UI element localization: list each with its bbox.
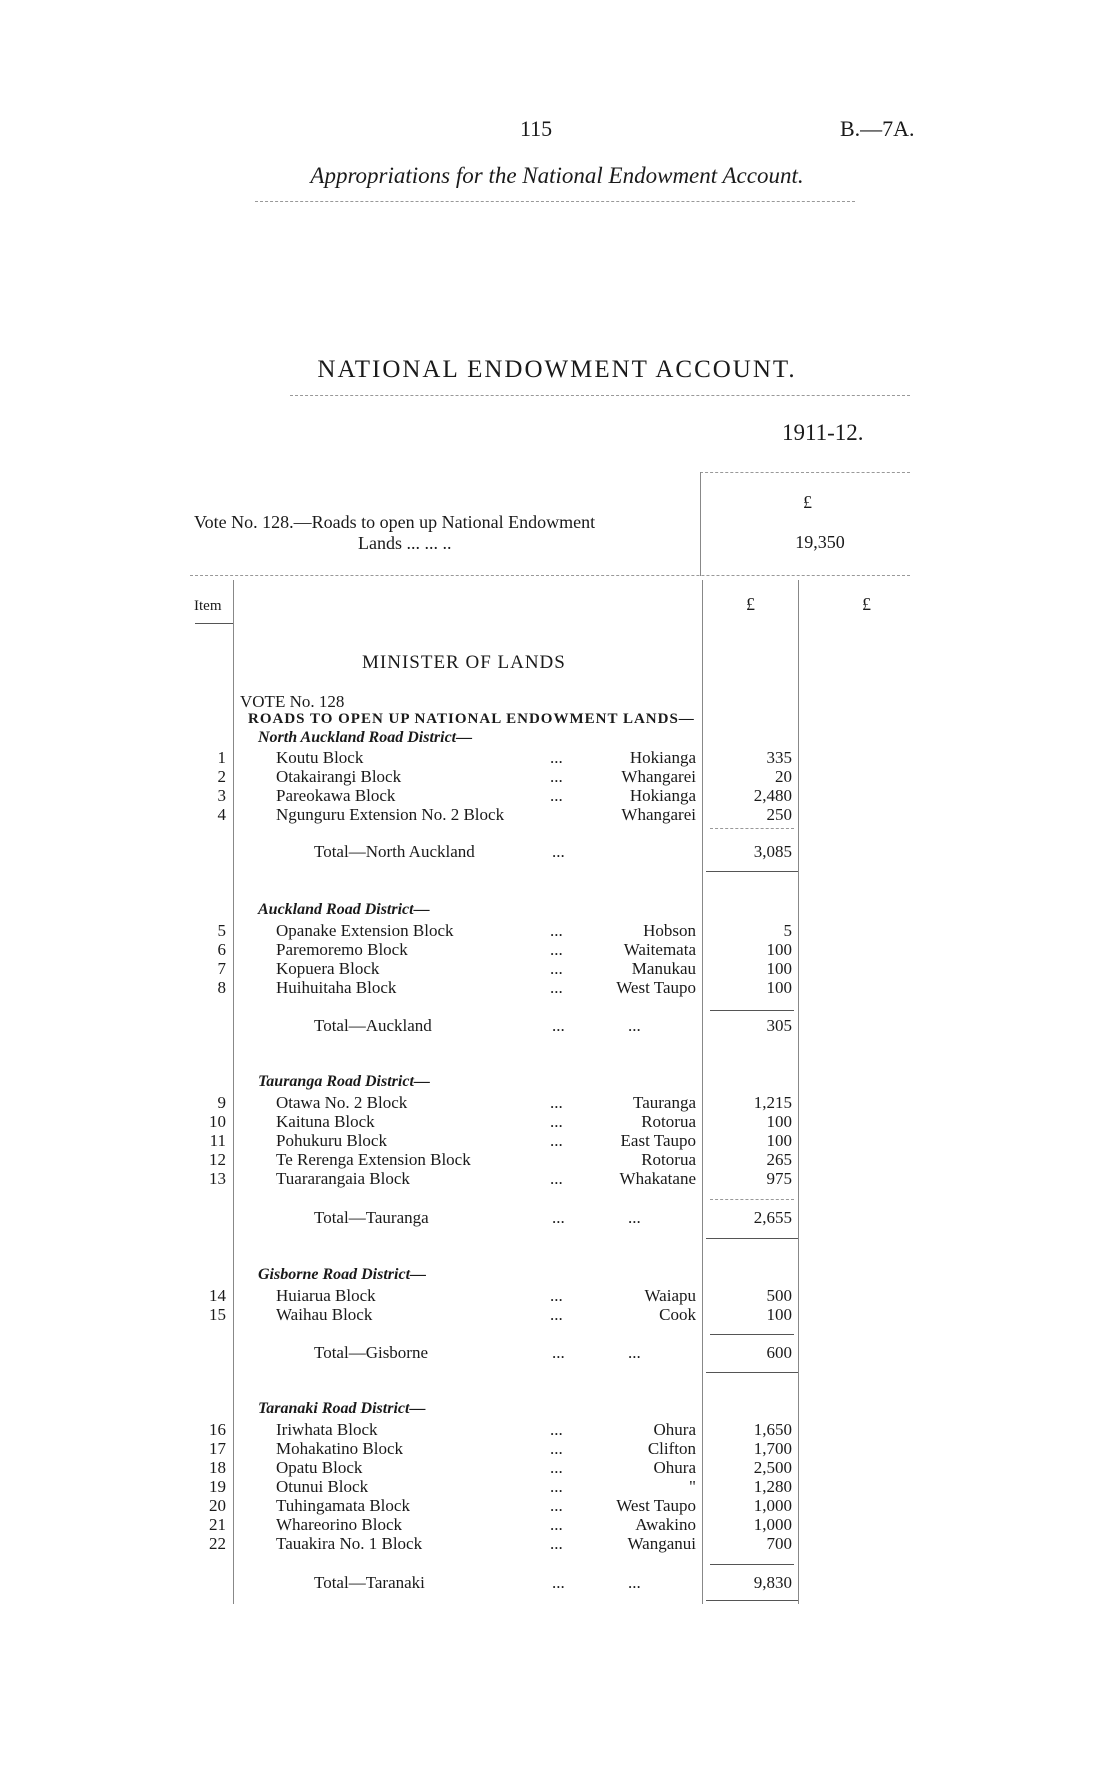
district-heading: North Auckland Road District— xyxy=(258,729,473,746)
table-row xyxy=(0,1496,1114,1515)
vote-total-amount: 19,350 xyxy=(795,532,845,552)
block-name: Kaituna Block xyxy=(276,1112,375,1131)
county-name: Awakino xyxy=(635,1515,696,1534)
county-name: Waitemata xyxy=(623,940,696,959)
leader-dots: ... xyxy=(550,1496,563,1515)
leader-dots: ... xyxy=(550,1534,563,1553)
county-name: Hokianga xyxy=(629,748,696,767)
amount: 335 xyxy=(766,748,792,767)
item-column-header: Item xyxy=(194,598,222,614)
total-label: Total—North Auckland xyxy=(314,842,475,861)
total-amount: 9,830 xyxy=(753,1573,792,1592)
block-name: Paremoremo Block xyxy=(276,940,408,959)
pound-sign: £ xyxy=(803,492,812,512)
block-name: Ngunguru Extension No. 2 Block xyxy=(276,805,505,824)
block-name: Huihuitaha Block xyxy=(276,978,397,997)
subtotal-rule xyxy=(710,1010,794,1011)
vote-summary xyxy=(194,512,694,554)
item-number: 5 xyxy=(217,921,226,940)
table-row xyxy=(0,1477,1114,1496)
block-name: Tuhingamata Block xyxy=(276,1496,410,1515)
vote-summary-line2: Lands ... ... .. xyxy=(358,533,452,553)
leader-dots: ... xyxy=(550,1305,563,1324)
subtotal-rule xyxy=(710,828,794,829)
table-row xyxy=(0,1112,1114,1131)
table-row xyxy=(0,1150,1114,1169)
block-name: Pohukuru Block xyxy=(276,1131,387,1150)
leader-dots: ... xyxy=(550,1515,563,1534)
subtotal-rule xyxy=(710,1334,794,1335)
amount: 1,215 xyxy=(753,1093,792,1112)
divider xyxy=(700,472,910,473)
total-rule xyxy=(706,1600,798,1601)
item-number: 16 xyxy=(209,1420,226,1439)
table-row xyxy=(0,940,1114,959)
item-number: 9 xyxy=(217,1093,226,1112)
county-name: Tauranga xyxy=(633,1093,696,1112)
leader-dots: ... xyxy=(628,1208,641,1227)
subtotal-rule xyxy=(710,1564,794,1565)
leader-dots: ... xyxy=(550,786,563,805)
table-row xyxy=(0,1286,1114,1305)
table-row xyxy=(0,921,1114,940)
item-number: 11 xyxy=(209,1131,226,1150)
ministry-heading: MINISTER OF LANDS xyxy=(362,652,566,673)
amount: 1,280 xyxy=(753,1477,792,1496)
county-name: Whangarei xyxy=(621,805,696,824)
leader-dots: ... xyxy=(628,1016,641,1035)
county-name: Wanganui xyxy=(627,1534,696,1553)
block-name: Whareorino Block xyxy=(276,1515,403,1534)
county-name: Hokianga xyxy=(629,786,696,805)
block-name: Mohakatino Block xyxy=(276,1439,404,1458)
district-heading: Tauranga Road District— xyxy=(258,1073,430,1090)
block-name: Huiarua Block xyxy=(276,1286,376,1305)
amount: 1,000 xyxy=(753,1515,792,1534)
leader-dots: ... xyxy=(550,921,563,940)
leader-dots: ... xyxy=(552,842,565,861)
amount: 5 xyxy=(783,921,792,940)
amount: 20 xyxy=(775,767,792,786)
item-number: 18 xyxy=(209,1458,226,1477)
column-rule xyxy=(700,472,701,576)
leader-dots: ... xyxy=(550,767,563,786)
pound-sign: £ xyxy=(746,594,755,614)
table-row xyxy=(0,805,1114,824)
amount: 500 xyxy=(766,1286,792,1305)
amount: 100 xyxy=(766,1131,792,1150)
leader-dots: ... xyxy=(550,748,563,767)
block-name: Te Rerenga Extension Block xyxy=(276,1150,471,1169)
item-number: 6 xyxy=(217,940,226,959)
leader-dots: ... xyxy=(550,1458,563,1477)
amount: 700 xyxy=(766,1534,792,1553)
amount: 975 xyxy=(766,1169,792,1188)
amount: 1,000 xyxy=(753,1496,792,1515)
table-row xyxy=(0,1439,1114,1458)
county-name: Hobson xyxy=(643,921,696,940)
leader-dots: ... xyxy=(550,1093,563,1112)
total-amount: 305 xyxy=(766,1016,792,1035)
table-row xyxy=(0,1305,1114,1324)
amount: 250 xyxy=(766,805,792,824)
leader-dots: ... xyxy=(550,1420,563,1439)
item-number: 13 xyxy=(209,1169,226,1188)
item-number: 15 xyxy=(209,1305,226,1324)
block-name: Tuararangaia Block xyxy=(276,1169,410,1188)
block-name: Otawa No. 2 Block xyxy=(276,1093,408,1112)
item-number: 17 xyxy=(209,1439,226,1458)
county-name: Manukau xyxy=(631,959,696,978)
county-name: Cook xyxy=(659,1305,696,1324)
county-name: Clifton xyxy=(647,1439,696,1458)
amount: 2,480 xyxy=(753,786,792,805)
table-row xyxy=(0,1169,1114,1188)
table-row xyxy=(0,978,1114,997)
subtotal-rule xyxy=(710,1199,794,1200)
total-label: Total—Gisborne xyxy=(314,1343,429,1362)
item-number: 14 xyxy=(209,1286,226,1305)
leader-dots: ... xyxy=(550,940,563,959)
item-number: 3 xyxy=(217,786,226,805)
page-subtitle: Appropriations for the National Endowment Account. xyxy=(310,163,804,188)
block-name: Otakairangi Block xyxy=(276,767,402,786)
block-name: Opanake Extension Block xyxy=(276,921,454,940)
vote-heading: ROADS TO OPEN UP NATIONAL ENDOWMENT LANDS— xyxy=(248,711,695,727)
item-number: 4 xyxy=(217,805,226,824)
amount: 100 xyxy=(766,1305,792,1324)
district-heading: Auckland Road District— xyxy=(258,901,430,918)
county-name: Whangarei xyxy=(621,767,696,786)
vote-number: VOTE No. 128 xyxy=(240,692,345,711)
total-amount: 600 xyxy=(766,1343,792,1362)
pound-sign: £ xyxy=(862,594,871,614)
total-label: Total—Taranaki xyxy=(314,1573,425,1592)
county-name: West Taupo xyxy=(616,1496,696,1515)
county-name: West Taupo xyxy=(616,978,696,997)
table-row xyxy=(0,1420,1114,1439)
divider xyxy=(255,201,855,202)
item-header-rule xyxy=(195,623,233,624)
item-number: 10 xyxy=(209,1112,226,1131)
leader-dots: ... xyxy=(550,1439,563,1458)
leader-dots: ... xyxy=(552,1016,565,1035)
item-number: 7 xyxy=(217,959,226,978)
leader-dots: ... xyxy=(550,1131,563,1150)
amount: 265 xyxy=(766,1150,792,1169)
divider xyxy=(290,395,910,396)
leader-dots: ... xyxy=(550,959,563,978)
page-title: NATIONAL ENDOWMENT ACCOUNT. xyxy=(317,356,797,383)
leader-dots: ... xyxy=(550,1169,563,1188)
item-number: 12 xyxy=(209,1150,226,1169)
block-name: Waihau Block xyxy=(276,1305,373,1324)
block-name: Koutu Block xyxy=(276,748,364,767)
amount: 100 xyxy=(766,940,792,959)
total-rule xyxy=(706,1238,798,1239)
district-heading: Taranaki Road District— xyxy=(258,1400,426,1417)
table-row xyxy=(0,1093,1114,1112)
table-row xyxy=(0,786,1114,805)
total-label: Total—Auckland xyxy=(314,1016,432,1035)
divider xyxy=(190,575,910,576)
item-number: 21 xyxy=(209,1515,226,1534)
block-name: Tauakira No. 1 Block xyxy=(276,1534,423,1553)
amount: 1,700 xyxy=(753,1439,792,1458)
district-heading: Gisborne Road District— xyxy=(258,1266,427,1283)
leader-dots: ... xyxy=(550,978,563,997)
leader-dots: ... xyxy=(552,1208,565,1227)
county-name: East Taupo xyxy=(620,1131,696,1150)
table-row xyxy=(0,767,1114,786)
county-name: Rotorua xyxy=(641,1150,696,1169)
leader-dots: ... xyxy=(552,1573,565,1592)
vote-summary-line1: Vote No. 128.—Roads to open up National Endowment xyxy=(194,512,596,532)
item-number: 2 xyxy=(217,767,226,786)
table-row xyxy=(0,1515,1114,1534)
total-rule xyxy=(706,1372,798,1373)
table-row xyxy=(0,1458,1114,1477)
block-name: Otunui Block xyxy=(276,1477,369,1496)
leader-dots: ... xyxy=(550,1112,563,1131)
county-name: Ohura xyxy=(653,1458,696,1477)
block-name: Iriwhata Block xyxy=(276,1420,378,1439)
fiscal-year: 1911-12. xyxy=(782,420,864,445)
block-name: Kopuera Block xyxy=(276,959,380,978)
leader-dots: ... xyxy=(552,1343,565,1362)
table-row xyxy=(0,1131,1114,1150)
amount: 2,500 xyxy=(753,1458,792,1477)
county-name: Ohura xyxy=(653,1420,696,1439)
page-number: 115 xyxy=(520,116,553,141)
amount: 100 xyxy=(766,1112,792,1131)
amount: 100 xyxy=(766,978,792,997)
table-row xyxy=(0,1534,1114,1553)
table-row xyxy=(0,959,1114,978)
county-name: Waiapu xyxy=(644,1286,696,1305)
county-name: Rotorua xyxy=(641,1112,696,1131)
item-number: 22 xyxy=(209,1534,226,1553)
amount: 1,650 xyxy=(753,1420,792,1439)
county-name: Whakatane xyxy=(619,1169,696,1188)
item-number: 19 xyxy=(209,1477,226,1496)
item-number: 8 xyxy=(217,978,226,997)
block-name: Opatu Block xyxy=(276,1458,363,1477)
leader-dots: ... xyxy=(628,1573,641,1592)
total-amount: 3,085 xyxy=(753,842,792,861)
item-number: 1 xyxy=(217,748,226,767)
table-row xyxy=(0,748,1114,767)
document-reference: B.—7A. xyxy=(840,116,915,141)
leader-dots: ... xyxy=(550,1286,563,1305)
total-amount: 2,655 xyxy=(753,1208,792,1227)
total-label: Total—Tauranga xyxy=(314,1208,429,1227)
leader-dots: ... xyxy=(550,1477,563,1496)
leader-dots: ... xyxy=(628,1343,641,1362)
block-name: Pareokawa Block xyxy=(276,786,396,805)
item-number: 20 xyxy=(209,1496,226,1515)
total-rule xyxy=(706,871,798,872)
county-name: " xyxy=(689,1477,696,1496)
amount: 100 xyxy=(766,959,792,978)
